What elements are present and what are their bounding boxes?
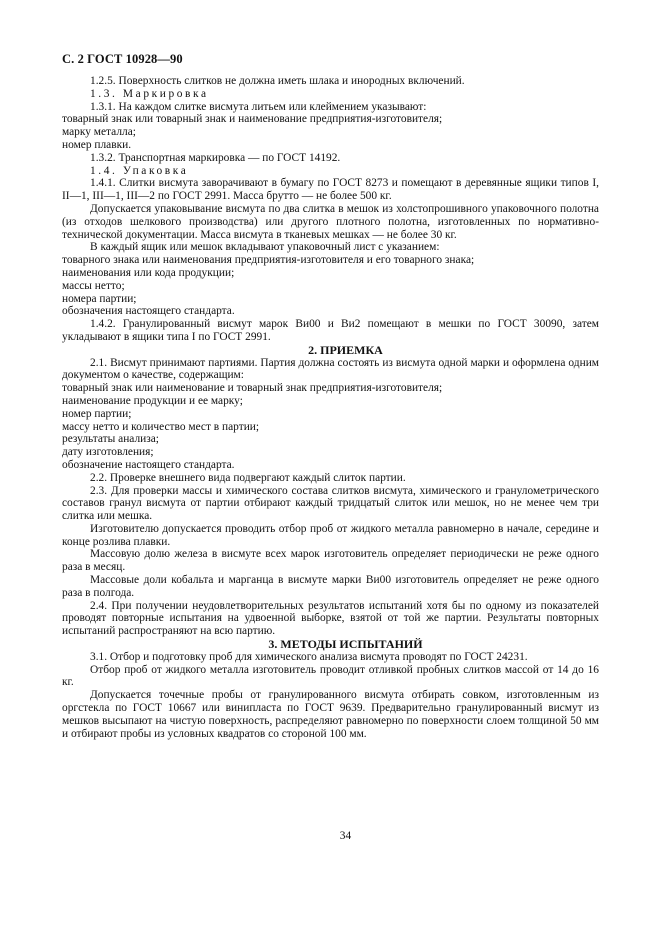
- paragraph: В каждый ящик или мешок вкладывают упаковочный лист с указанием:: [90, 241, 440, 254]
- paragraph: 3.1. Отбор и подготовку проб для химического анализа висмута проводят по ГОСТ 24231.: [90, 650, 528, 663]
- paragraph: 2.3. Для проверки массы и химического состава слитков висмута, химического и гранулометрического составов гранул висмута от партии отбирают каждый тридцатый слиток или мешок, но не менее чем три слитка или мешка.: [62, 484, 599, 523]
- page-number: 34: [339, 830, 352, 842]
- list-item: номера партии;: [62, 292, 137, 305]
- section-heading-acceptance: 2. ПРИЕМКА: [308, 342, 383, 357]
- list-item: обозначения настоящего стандарта.: [62, 305, 235, 318]
- paragraph: 2.4. При получении неудовлетворительных результатов испытаний хотя бы по одному из показателей проводят повторные испытания на удвоенной выборке, взятой от той же партии. Результаты повторных испытаний распространяют на всю партию.: [62, 599, 599, 638]
- list-item: результаты анализа;: [62, 433, 159, 446]
- paragraph: Допускается упаковывание висмута по два слитка в мешок из холстопрошивного упаковочного полотна (из отходов шелкового производства) или другого плотного полотна, изготовленных по нормативно-технической документации. Масса висмута в тканевых мешках — не более 30 кг.: [62, 202, 599, 241]
- paragraph: Массовые доли кобальта и марганца в висмуте марки Ви00 изготовитель определяет не реже одного раза в полгода.: [62, 574, 599, 599]
- list-item: наименование продукции и ее марку;: [62, 394, 243, 407]
- paragraph: 2.1. Висмут принимают партиями. Партия должна состоять из висмута одной марки и оформлена одним документом о качестве, содержащим:: [62, 356, 599, 382]
- list-item: марку металла;: [62, 126, 136, 139]
- list-item: наименования или кода продукции;: [62, 266, 235, 279]
- paragraph: 2.2. Проверке внешнего вида подвергают каждый слиток партии.: [90, 471, 406, 484]
- page-header: С. 2 ГОСТ 10928—90: [62, 52, 183, 66]
- section-subheading: 1.4. Упаковка: [90, 164, 189, 177]
- list-item: номер партии;: [62, 407, 132, 420]
- paragraph: Массовую долю железа в висмуте всех марок изготовитель определяет периодически не реже одного раза в месяц.: [62, 548, 599, 574]
- list-item: массы нетто;: [62, 279, 125, 292]
- list-item: массу нетто и количество мест в партии;: [62, 420, 260, 433]
- paragraph: 1.4.1. Слитки висмута заворачивают в бумагу по ГОСТ 8273 и помещают в деревянные ящики типов I, II—1, III—1, III—2 по ГОСТ 2991. Масса брутто — не более 500 кг.: [62, 177, 599, 203]
- paragraph: 1.3.1. На каждом слитке висмута литьем или клеймением указывают:: [90, 100, 427, 113]
- paragraph: Изготовителю допускается проводить отбор проб от жидкого металла равномерно в начале, середине и конце розлива плавки.: [62, 522, 599, 548]
- paragraph: 1.2.5. Поверхность слитков не должна иметь шлака и инородных включений.: [90, 75, 465, 87]
- paragraph: 1.3.2. Транспортная маркировка — по ГОСТ 14192.: [90, 151, 341, 164]
- paragraph: Допускается точечные пробы от гранулированного висмута отбирать совком, изготовленным из оргстекла по ГОСТ 10667 или винипласта по ГОСТ 9639. Предварительно гранулированный висмут из мешков высыпают на чистую поверхность, распределяют равномерно по поверхности слоем толщиной 50 мм и отбирают пробы из условных квадратов со стороной 100 мм.: [62, 689, 599, 740]
- list-item: номер плавки.: [62, 138, 132, 151]
- list-item: товарный знак или товарный знак и наименование предприятия-изготовителя;: [62, 113, 443, 126]
- list-item: обозначение настоящего стандарта.: [62, 458, 235, 471]
- list-item: дату изготовления;: [62, 446, 154, 459]
- list-item: товарного знака или наименования предприятия-изготовителя и его товарного знака;: [62, 254, 475, 267]
- list-item: товарный знак или наименование и товарный знак предприятия-изготовителя;: [62, 382, 443, 395]
- section-heading-test-methods: 3. МЕТОДЫ ИСПЫТАНИЙ: [268, 637, 423, 652]
- paragraph: 1.4.2. Гранулированный висмут марок Ви00 и Ви2 помещают в мешки по ГОСТ 30090, затем укладывают в ящики типа I по ГОСТ 2991.: [62, 318, 599, 343]
- document-body: [62, 75, 599, 740]
- paragraph: Отбор проб от жидкого металла изготовитель проводит отливкой пробных слитков массой от 14 до 16 кг.: [62, 663, 599, 689]
- section-subheading: 1.3. Маркировка: [90, 87, 209, 100]
